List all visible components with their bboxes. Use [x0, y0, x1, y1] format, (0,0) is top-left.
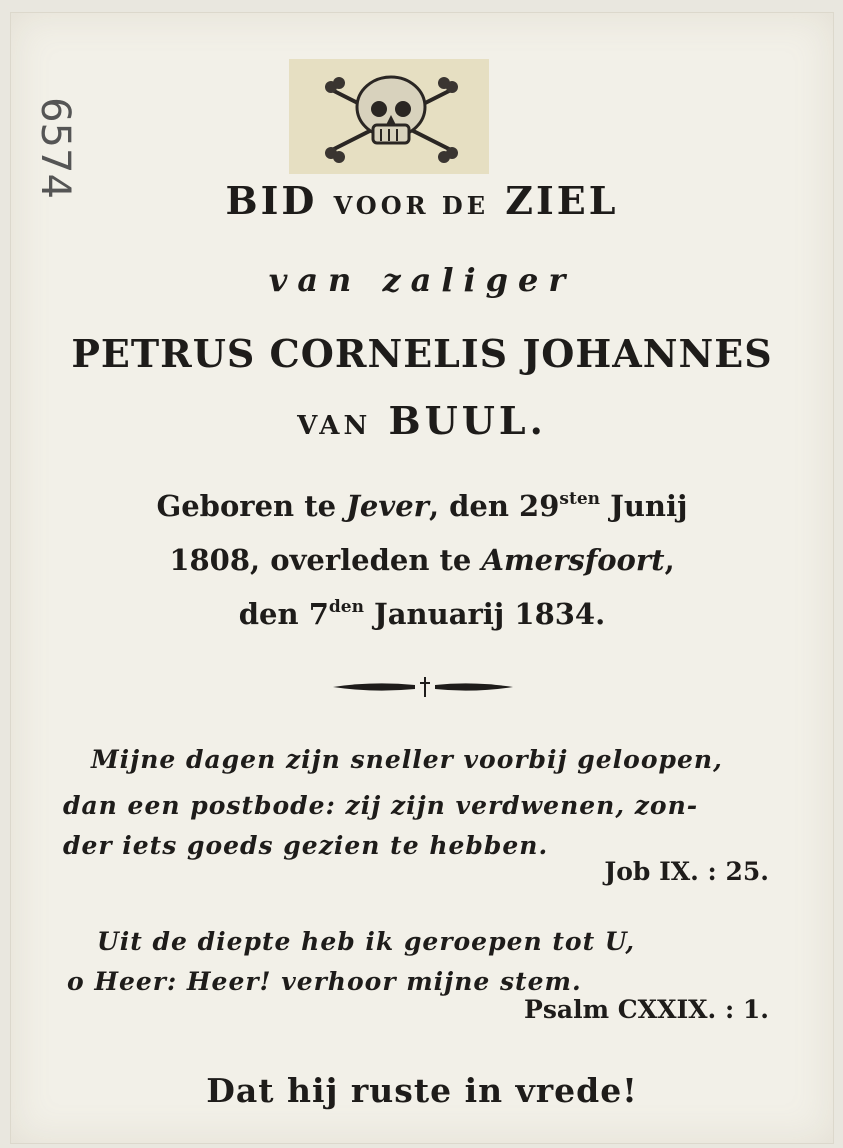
job-quote-line3: der iets goeds gezien te hebben.: [63, 831, 549, 860]
death-place: Amersfoort: [481, 543, 665, 577]
death-day: den 7: [238, 597, 329, 631]
birth-month: Junij: [600, 489, 688, 523]
psalm-quote-line1: Uit de diepte heb ik geroepen tot U,: [97, 927, 636, 956]
death-text: 1808, overleden te: [169, 543, 482, 577]
deceased-name-line1: PETRUS CORNELIS JOHANNES: [71, 331, 773, 376]
birth-line-2: [11, 543, 833, 577]
name-buul: BUUL.: [388, 398, 547, 443]
psalm-quote-line2: o Heer: Heer! verhoor mijne stem.: [67, 967, 582, 996]
deceased-name-line2: [11, 398, 833, 443]
heading-word-voor-de: VOOR DE: [333, 191, 490, 220]
heading-word-ziel: ZIEL: [505, 178, 619, 223]
birth-place: Jever: [346, 489, 429, 523]
inventory-number-text: 6574: [32, 97, 79, 199]
job-quote-line2: dan een postbode: zij zijn verdwenen, zon-: [63, 791, 699, 820]
ordinal-suffix: den: [328, 597, 364, 617]
death-month-year: Januarij 1834.: [363, 597, 606, 631]
birth-text: Geboren te: [156, 489, 347, 523]
job-quote-line1: Mijne dagen zijn sneller voorbij geloopen,: [91, 745, 723, 774]
memorial-card: [10, 12, 834, 1144]
job-reference: Job IX. : 25.: [604, 857, 769, 886]
psalm-reference: Psalm CXXIX. : 1.: [524, 995, 769, 1024]
heading-word-bid: BID: [225, 178, 318, 223]
birth-day: , den 29: [428, 489, 560, 523]
cross-divider-icon: [323, 675, 523, 699]
birth-line-1: [11, 489, 833, 523]
name-van: VAN: [297, 411, 372, 441]
punctuation: ,: [664, 543, 675, 577]
skull-and-crossbones-icon: [289, 59, 489, 174]
closing-prayer: Dat hij ruste in vrede!: [206, 1071, 638, 1110]
ordinal-suffix: sten: [559, 489, 601, 509]
death-date-line: [11, 597, 833, 631]
subtitle: van zaliger: [268, 261, 576, 299]
heading-pray-for-soul: [11, 178, 833, 223]
